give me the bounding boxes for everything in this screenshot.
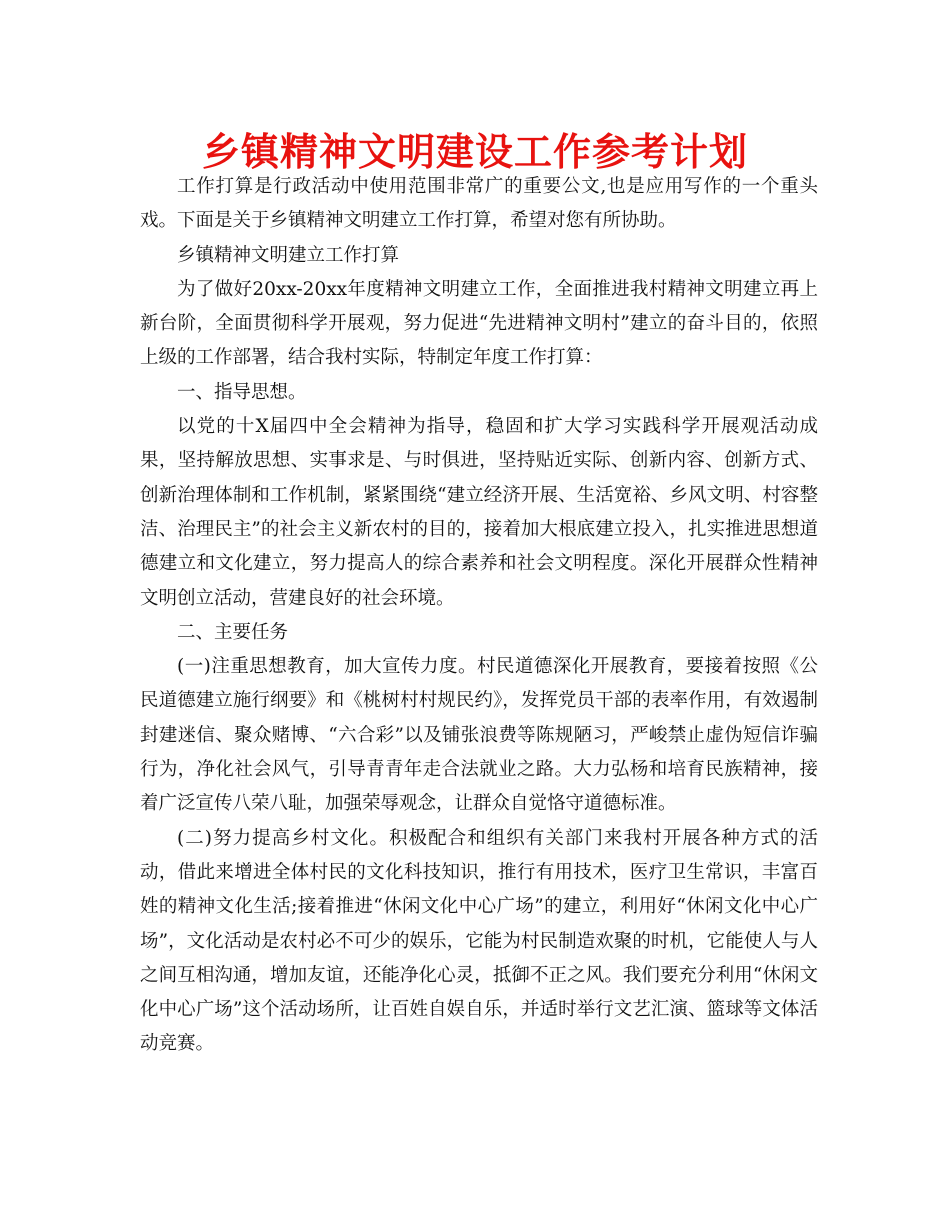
paragraph-intro: 工作打算是行政活动中使用范围非常广的重要公文,也是应用写作的一个重头戏。下面是关于乡镇精神文明建立工作打算，希望对您有所协助。 <box>140 176 818 232</box>
paragraph-guiding-ideology: 以党的十X届四中全会精神为指导，稳固和扩大学习实践科学开展观活动成果，坚持解放思想、实事求是、与时俱进，坚持贴近实际、创新内容、创新方式、创新治理体制和工作机制，紧紧围绕“建立经济开展、生活宽裕、乡风文明、村容整洁、治理民主”的社会主义新农村的目的，接着加大根底建立投入，扎实推进思想道德建立和文化建立，努力提高人的综合素养和社会文明程度。深化开展群众性精神文明创立活动，营建良好的社会环境。 <box>140 416 818 609</box>
section-heading-main-tasks: 二、主要任务 <box>177 621 289 643</box>
paragraph-task-1: (一)注重思想教育，加大宣传力度。村民道德深化开展教育，要接着按照《公民道德建立施行纲要》和《桃树村村规民约》，发挥党员干部的表率作用，有效遏制封建迷信、聚众赌博、“六合彩”以及铺张浪费等陈规陋习，严峻禁止虚伪短信诈骗行为，净化社会风气，引导青青年走合法就业之路。大力弘杨和培育民族精神，接着广泛宣传八荣八耻，加强荣辱观念，让群众自觉恪守道德标准。 <box>140 656 818 815</box>
paragraph-task-2: (二)努力提高乡村文化。积极配合和组织有关部门来我村开展各种方式的活动，借此来增进全体村民的文化科技知识，推行有用技术，医疗卫生常识，丰富百姓的精神文化生活;接着推进“休闲文化中心广场”的建立，利用好“休闲文化中心广场”，文化活动是农村必不可少的娱乐，它能为村民制造欢聚的时机，它能使人与人之间互相沟通，增加友谊，还能净化心灵，抵御不正之风。我们要充分利用“休闲文化中心广场”这个活动场所，让百姓自娱自乐，并适时举行文艺汇演、篮球等文体活动竞赛。 <box>140 827 818 1055</box>
document-body <box>140 170 818 1062</box>
paragraph-subtitle: 乡镇精神文明建立工作打算 <box>177 244 400 266</box>
document-title: 乡镇精神文明建设工作参考计划 <box>201 130 748 174</box>
paragraph-preamble: 为了做好20xx-20xx年度精神文明建立工作，全面推进我村精神文明建立再上新台阶，全面贯彻科学开展观，努力促进“先进精神文明村”建立的奋斗目的，依照上级的工作部署，结合我村实际，特制定年度工作打算： <box>140 278 818 369</box>
section-heading-guiding-ideology: 一、指导思想。 <box>177 381 307 403</box>
